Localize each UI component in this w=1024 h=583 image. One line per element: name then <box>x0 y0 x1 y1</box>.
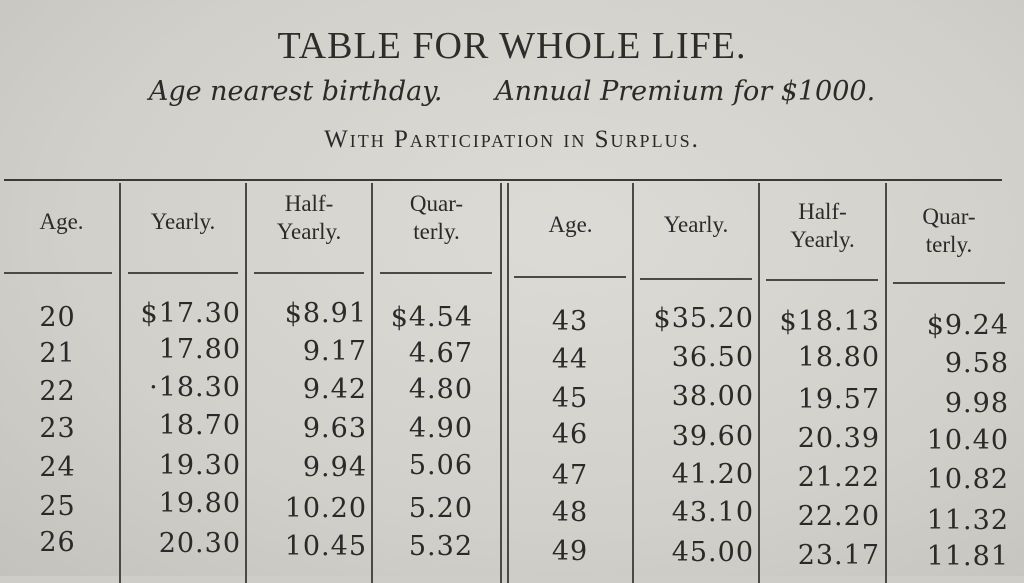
cell-quarterly: 5.32 <box>408 531 473 562</box>
cell-half-yearly: 9.94 <box>302 452 367 483</box>
header-underline <box>893 282 1005 284</box>
cell-age: 45 <box>551 383 589 414</box>
cell-quarterly: 9.58 <box>944 348 1009 379</box>
cell-half-yearly: 19.57 <box>797 384 880 415</box>
cell-yearly: 41.20 <box>671 459 754 490</box>
cell-age: 23 <box>39 413 76 444</box>
cell-quarterly: 9.98 <box>944 388 1009 419</box>
cell-quarterly: 10.40 <box>926 425 1009 456</box>
cell-quarterly: $9.24 <box>926 310 1009 341</box>
cell-yearly: 19.80 <box>158 488 241 519</box>
cell-yearly: 20.30 <box>158 528 241 559</box>
cell-yearly: 45.00 <box>671 537 754 568</box>
cell-half-yearly: 22.20 <box>797 501 880 532</box>
header-age: Age. <box>39 209 84 234</box>
caption-participation: With Participation in Surplus. <box>324 126 700 153</box>
subtitle <box>0 76 1024 107</box>
cell-yearly: 19.30 <box>158 450 241 481</box>
cell-age: 48 <box>551 497 589 528</box>
cell-quarterly: 4.67 <box>408 338 473 369</box>
cell-half-yearly: 9.63 <box>302 413 367 444</box>
header-age: Age. <box>548 212 593 237</box>
cell-yearly: $35.20 <box>653 303 754 334</box>
cell-yearly: 18.70 <box>158 410 241 441</box>
page-title: TABLE FOR WHOLE LIFE. <box>277 25 747 67</box>
column-divider-double <box>500 183 502 583</box>
cell-age: 49 <box>551 536 589 567</box>
header-underline <box>766 279 878 281</box>
cell-yearly: $17.30 <box>140 298 241 329</box>
cell-age: 24 <box>39 452 76 483</box>
cell-age: 46 <box>551 419 589 450</box>
header-yearly: Yearly. <box>150 209 216 234</box>
header-yearly: Yearly. <box>663 212 729 237</box>
cell-half-yearly: 21.22 <box>797 462 880 493</box>
cell-quarterly: 10.82 <box>926 464 1009 495</box>
cell-quarterly: $4.54 <box>390 302 473 333</box>
header-underline <box>4 272 112 274</box>
subtitle-premium-note: Annual Premium for $1000. <box>495 76 876 107</box>
cell-half-yearly: 9.42 <box>302 374 367 405</box>
cell-age: 25 <box>39 491 76 522</box>
column-divider-double <box>507 183 509 583</box>
cell-age: 21 <box>39 338 76 369</box>
cell-quarterly: 4.80 <box>408 374 473 405</box>
cell-half-yearly: 20.39 <box>797 423 880 454</box>
cell-half-yearly: 10.20 <box>284 493 367 524</box>
cell-half-yearly: 9.17 <box>302 336 367 367</box>
cell-yearly: 38.00 <box>671 381 754 412</box>
cell-yearly: 36.50 <box>671 342 754 373</box>
cell-yearly: 39.60 <box>671 421 754 452</box>
table-top-rule <box>4 179 1002 181</box>
cell-age: 20 <box>39 302 76 333</box>
cell-yearly: 17.80 <box>158 334 241 365</box>
cell-yearly: 43.10 <box>671 497 754 528</box>
cell-age: 22 <box>39 376 76 407</box>
cell-age: 43 <box>551 306 589 337</box>
header-half-yearly: Half- Yearly. <box>276 191 342 244</box>
cell-quarterly: 4.90 <box>408 413 473 444</box>
header-underline <box>640 278 752 280</box>
cell-quarterly: 5.06 <box>408 450 473 481</box>
cell-age: 44 <box>551 344 589 375</box>
header-quarterly: Quar- terly. <box>409 191 464 244</box>
cell-yearly: ·18.30 <box>149 372 241 403</box>
subtitle-age-note: Age nearest birthday. <box>148 76 443 107</box>
cell-quarterly: 11.81 <box>926 541 1009 572</box>
header-underline <box>514 276 626 278</box>
cell-half-yearly: 23.17 <box>797 540 880 571</box>
header-underline <box>128 272 238 274</box>
cell-quarterly: 5.20 <box>408 493 473 524</box>
cell-half-yearly: 18.80 <box>797 342 880 373</box>
cell-age: 26 <box>39 527 76 558</box>
cell-half-yearly: 10.45 <box>284 531 367 562</box>
cell-half-yearly: $18.13 <box>779 306 880 337</box>
cell-quarterly: 11.32 <box>926 505 1009 536</box>
header-underline <box>380 272 492 274</box>
header-underline <box>254 272 364 274</box>
cell-age: 47 <box>551 460 589 491</box>
header-half-yearly: Half- Yearly. <box>790 199 855 252</box>
header-quarterly: Quar- terly. <box>922 204 976 257</box>
cell-half-yearly: $8.91 <box>284 298 367 329</box>
